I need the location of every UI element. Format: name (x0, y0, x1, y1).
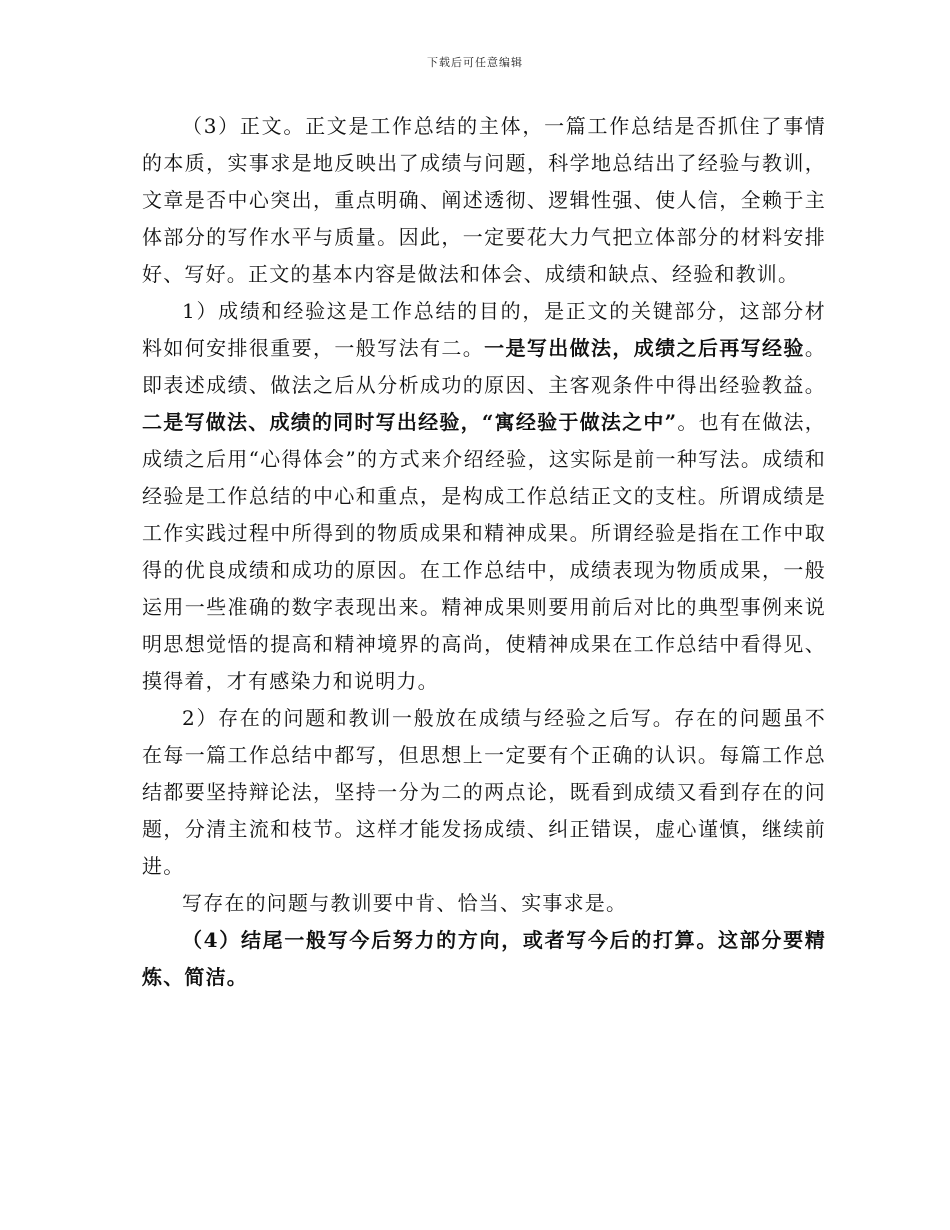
document-body (142, 108, 826, 996)
paragraph-text: 1）成绩和经验这是工作总结的目的，是正文的关键部分，这部分材料如何安排很重要，一般写法有二。 (142, 299, 826, 360)
paragraph-problems-lessons: 2）存在的问题和教训一般放在成绩与经验之后写。存在的问题虽不在每一篇工作总结中都写，但思想上一定要有个正确的认识。每篇工作总结都要坚持辩论法，坚持一分为二的两点论，既看到成绩又看到存在的问题，分清主流和枝节。这样才能发扬成绩、纠正错误，虚心谨慎，继续前进。 (142, 706, 826, 878)
paragraph-text: 。即表述成绩、做法之后从分析成功的原因、主客观条件中得出经验教益。 (142, 336, 827, 397)
paragraph-text: 。也有在做法，成绩之后用“心得体会”的方式来介绍经验，这实际是前一种写法。成绩和经验是工作总结的中心和重点，是构成工作总结正文的支柱。所谓成绩是工作实践过程中所得到的物质成果和精神成果。所谓经验是指在工作中取得的优良成绩和成功的原因。在工作总结中，成绩表现为物质成果，一般运用一些准确的数字表现出来。精神成果则要用前后对比的典型事例来说明思想觉悟的提高和精神境界的高尚，使精神成果在工作总结中看得见、摸得着，才有感染力和说明力。 (142, 410, 826, 693)
paragraph-main-body: （3）正文。正文是工作总结的主体，一篇工作总结是否抓住了事情的本质，实事求是地反映出了成绩与问题，科学地总结出了经验与教训，文章是否中心突出，重点明确、阐述透彻、逻辑性强、使人信，全赖于主体部分的写作水平与质量。因此，一定要花大力气把立体部分的材料安排好、写好。正文的基本内容是做法和体会、成绩和缺点、经验和教训。 (142, 114, 826, 286)
bold-method-two: 二是写做法、成绩的同时写出经验，“寓经验于做法之中” (142, 410, 678, 434)
bold-method-one: 一是写出做法，成绩之后再写经验 (484, 336, 805, 360)
paragraph-achievements-experience (142, 293, 826, 700)
paragraph-ending: （4）结尾一般写今后努力的方向，或者写今后的打算。这部分要精炼、简洁。 (142, 928, 826, 989)
page-header: 下载后可任意编辑 (427, 56, 523, 69)
paragraph-problems-note: 写存在的问题与教训要中肯、恰当、实事求是。 (182, 891, 628, 915)
